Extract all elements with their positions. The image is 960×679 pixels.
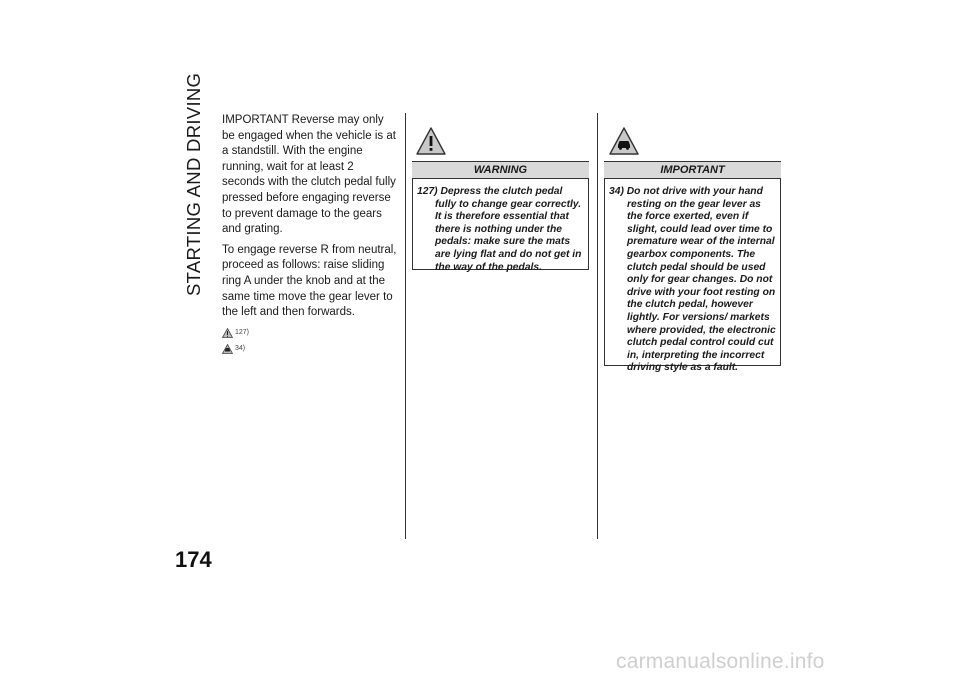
car-triangle-icon bbox=[608, 126, 640, 156]
warning-body bbox=[412, 178, 589, 273]
warning-triangle-icon bbox=[415, 126, 447, 156]
important-body bbox=[604, 178, 781, 374]
warning-heading: WARNING bbox=[412, 161, 589, 179]
warning-triangle-icon bbox=[222, 328, 233, 338]
section-title: STARTING AND DRIVING bbox=[183, 72, 204, 296]
important-note-34: 34) Do not drive with your hand resting on the gear lever as the force exerted, even if slight, could lead over time to premature wear of the internal gearbox components. The clutch pedal should be used only for gear changes. Do not drive with your foot resting on the clutch pedal, however lightly. For versions/ markets where provided, the electronic clutch pedal control could cut in, interpreting the incorrect driving style as a fault. bbox=[609, 186, 776, 374]
important-heading: IMPORTANT bbox=[604, 161, 781, 179]
ref-important-34[interactable] bbox=[222, 343, 398, 355]
watermark: carmanualsonline.info bbox=[616, 650, 825, 673]
ref-label: 127) bbox=[235, 328, 250, 336]
warning-note-127: 127) Depress the clutch pedal fully to change gear correctly. It is therefore essential that there is nothing under the pedals: make sure the mats are lying flat and do not get in the way of the pedals. bbox=[417, 186, 582, 273]
paragraph-engage-reverse: To engage reverse R from neutral, proceed as follows: raise sliding ring A under the knob and at the same time move the gear lever to the left and then forwards. bbox=[222, 243, 397, 319]
ref-label: 34) bbox=[235, 344, 246, 352]
ref-warning-127[interactable] bbox=[222, 327, 398, 339]
car-triangle-icon bbox=[222, 344, 233, 354]
column-divider bbox=[597, 113, 598, 539]
main-text-column bbox=[222, 113, 398, 355]
paragraph-reverse-important: IMPORTANT Reverse may only be engaged when the vehicle is at a standstill. With the engine running, wait for at least 2 seconds with the clutch pedal fully pressed before engaging reverse to prevent damage to the gears and grating. bbox=[222, 114, 396, 236]
column-divider bbox=[405, 113, 406, 539]
page-number: 174 bbox=[175, 547, 212, 572]
